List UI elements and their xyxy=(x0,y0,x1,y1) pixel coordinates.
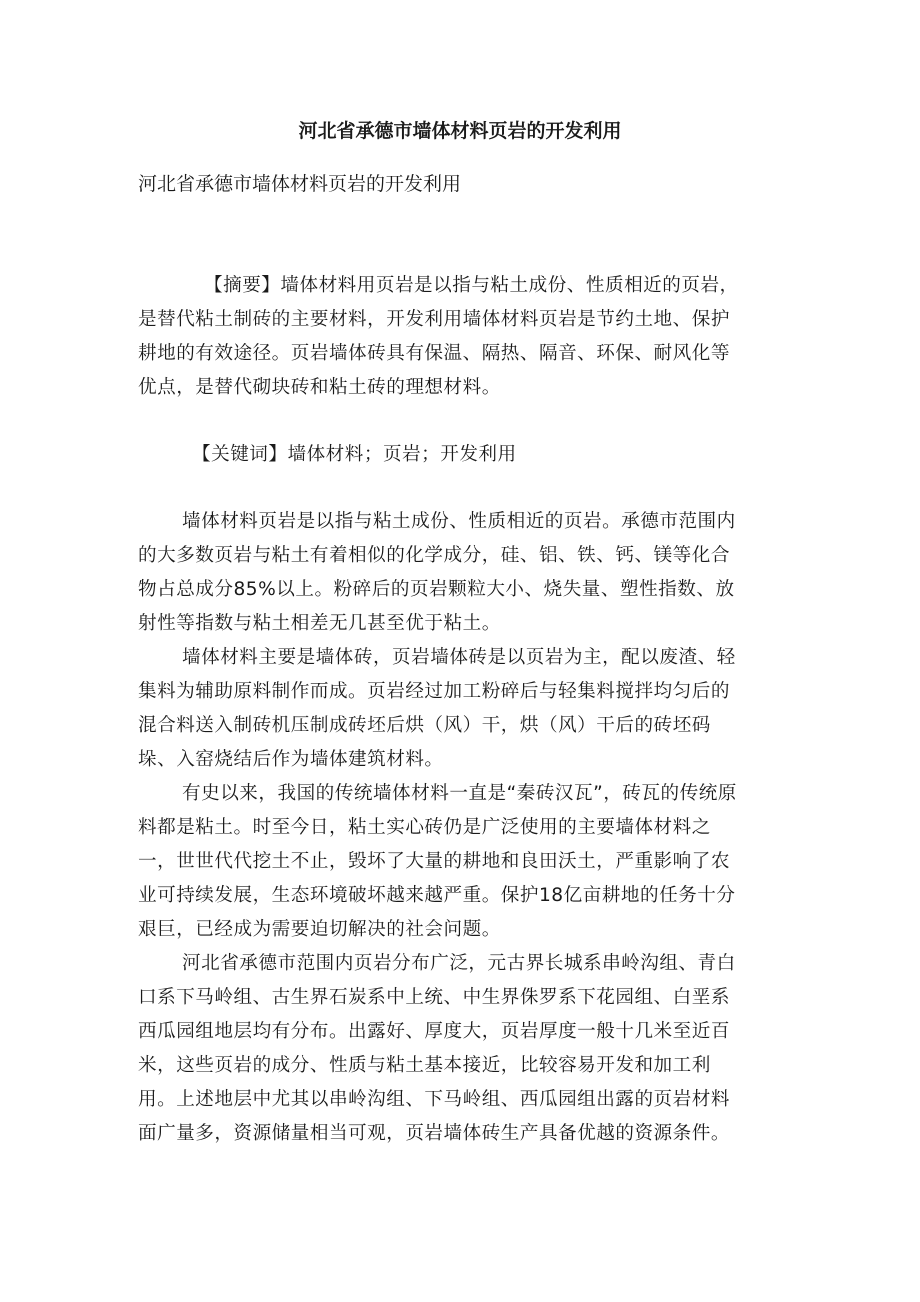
abstract xyxy=(138,269,748,405)
keywords-text: 墙体材料；页岩；开发利用 xyxy=(287,444,517,465)
paragraph-1: 墙体材料页岩是以指与粘土成份、性质相近的页岩。承德市范围内的大多数页岩与粘土有着相似的化学成分，硅、铝、铁、钙、镁等化合物占总成分85%以上。粉碎后的页岩颗粒大小、烧失量、塑性指数、放射性等指数与粘土相差无几甚至优于粘土。 xyxy=(138,511,736,634)
keywords-label: 【关键词】 xyxy=(192,444,288,465)
document-subtitle: 河北省承德市墙体材料页岩的开发利用 xyxy=(138,173,462,195)
body-text xyxy=(138,505,748,1151)
document-title: 河北省承德市墙体材料页岩的开发利用 xyxy=(298,120,622,142)
paragraph-4: 河北省承德市范围内页岩分布广泛，元古界长城系串岭沟组、青白口系下马岭组、古生界石炭系中上统、中生界侏罗系下花园组、白垩系西瓜园组地层均有分布。出露好、厚度大，页岩厚度一般十几米至近百米，这些页岩的成分、性质与粘土基本接近，比较容易开发和加工利用。上述地层中尤其以串岭沟组、下马岭组、西瓜园组出露的页岩材料面广量多，资源储量相当可观，页岩墙体砖生产具备优越的资源条件。 xyxy=(138,953,736,1144)
paragraph-3: 有史以来，我国的传统墙体材料一直是“秦砖汉瓦”，砖瓦的传统原料都是粘土。时至今日，粘土实心砖仍是广泛使用的主要墙体材料之一，世世代代挖土不止，毁坏了大量的耕地和良田沃土，严重影响了农业可持续发展，生态环境破坏越来越严重。保护18亿亩耕地的任务十分艰巨，已经成为需要迫切解决的社会问题。 xyxy=(138,783,737,940)
paragraph-2: 墙体材料主要是墙体砖，页岩墙体砖是以页岩为主，配以废渣、轻集料为辅助原料制作而成。页岩经过加工粉碎后与轻集料搅拌均匀后的混合料送入制砖机压制成砖坯后烘（风）干，烘（风）干后的砖坯码垛、入窑烧结后作为墙体建筑材料。 xyxy=(138,647,736,770)
keywords xyxy=(138,438,748,472)
abstract-label: 【摘要】 xyxy=(204,275,281,296)
abstract-text: 墙体材料用页岩是以指与粘土成份、性质相近的页岩，是替代粘土制砖的主要材料，开发利用墙体材料页岩是节约土地、保护耕地的有效途径。页岩墙体砖具有保温、隔热、隔音、环保、耐风化等优点，是替代砌块砖和粘土砖的理想材料。 xyxy=(138,275,739,398)
